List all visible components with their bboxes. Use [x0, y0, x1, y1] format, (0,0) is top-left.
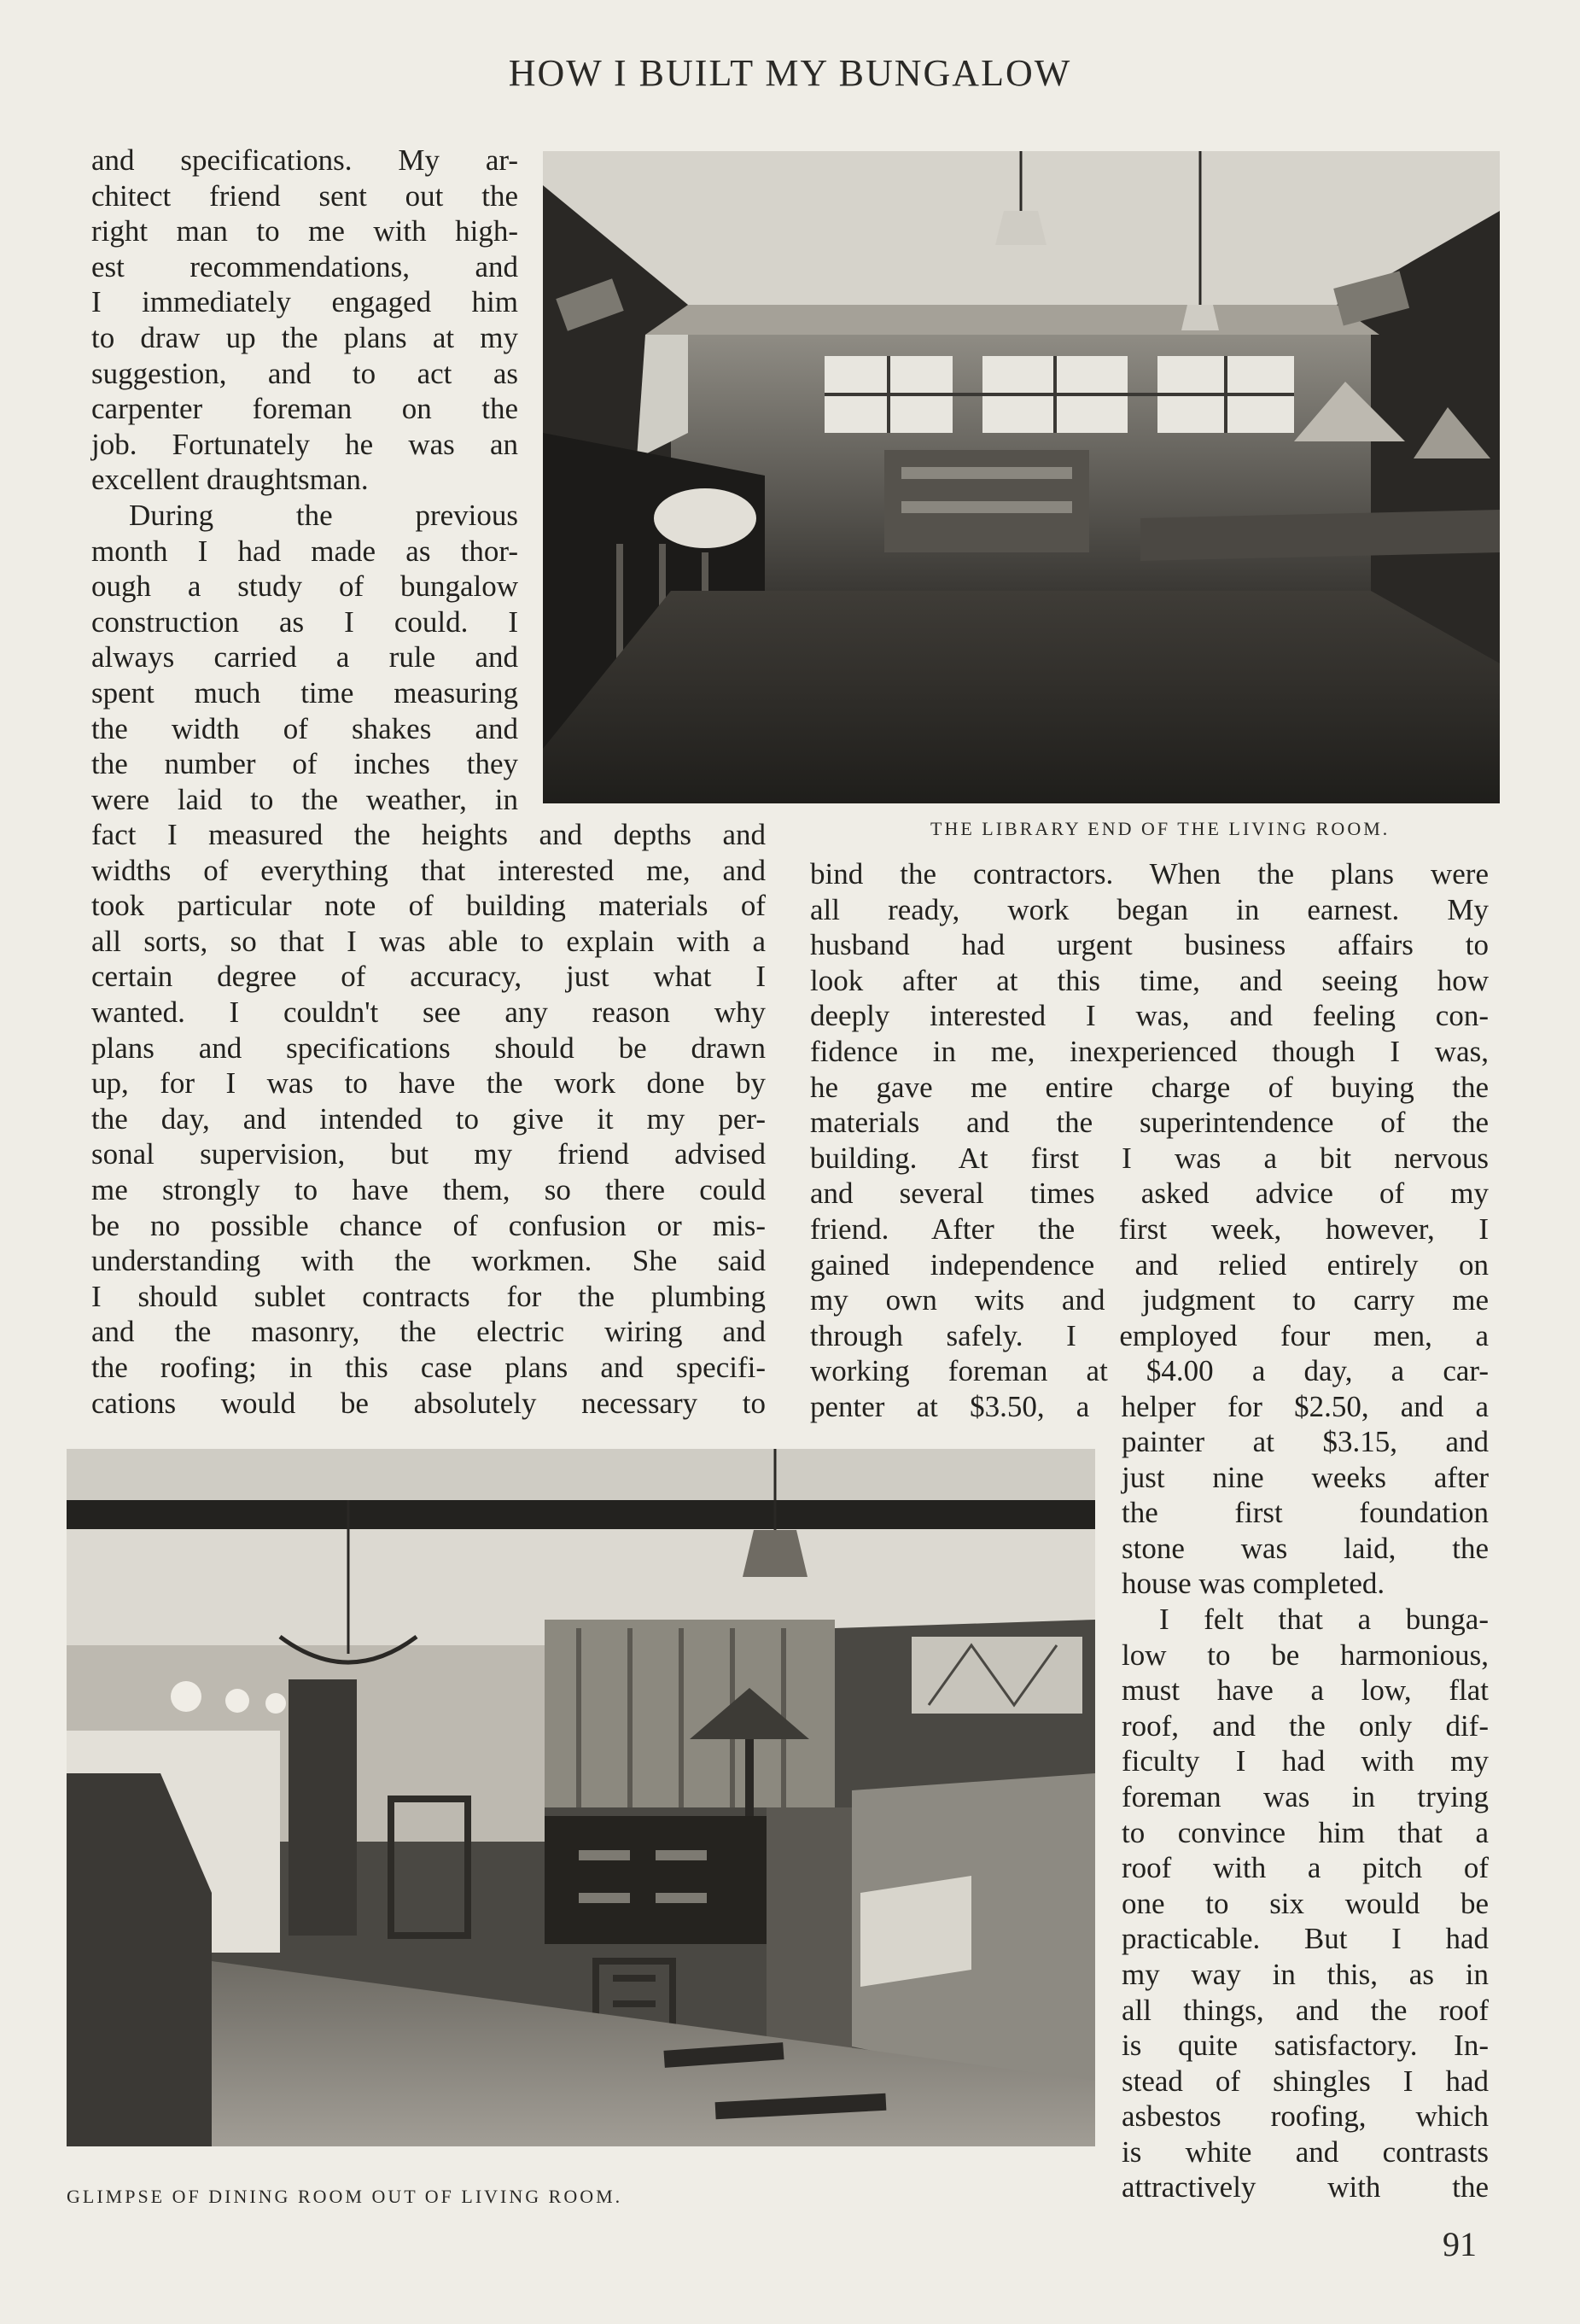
text-line: wanted. I couldn't see any reason why	[91, 995, 766, 1029]
text-line: ficulty I had with my	[1122, 1744, 1489, 1778]
text-line: one to six would be	[1122, 1886, 1489, 1920]
text-line: spent much time measuring	[91, 675, 518, 709]
text-line: month I had made as thor-	[91, 534, 518, 568]
text-line: During the previous	[129, 498, 518, 532]
text-line: were laid to the weather, in	[91, 782, 518, 816]
text-line: all things, and the roof	[1122, 1993, 1489, 2027]
text-line: practicable. But I had	[1122, 1922, 1489, 1956]
text-line: penter at $3.50, a helper for $2.50, and a	[810, 1389, 1489, 1423]
text-line: materials and the superintendence of the	[810, 1106, 1489, 1140]
left-column-full	[91, 817, 766, 1421]
text-line: to convince him that a	[1122, 1815, 1489, 1849]
text-line: job. Fortunately he was an	[91, 427, 518, 461]
text-line: the roofing; in this case plans and specifi-	[91, 1350, 766, 1384]
text-line: my way in this, as in	[1122, 1957, 1489, 1991]
text-line: and several times asked advice of my	[810, 1177, 1489, 1211]
text-line: the day, and intended to give it my per-	[91, 1101, 766, 1136]
text-line: right man to me with high-	[91, 214, 518, 248]
text-line: all sorts, so that I was able to explain with a	[91, 924, 766, 958]
text-line: he gave me entire charge of buying the	[810, 1070, 1489, 1104]
text-line: look after at this time, and seeing how	[810, 963, 1489, 997]
text-line: to draw up the plans at my	[91, 320, 518, 354]
text-line: bind the contractors. When the plans were	[810, 857, 1489, 890]
text-line: suggestion, and to act as	[91, 356, 518, 390]
text-line: working foreman at $4.00 a day, a car-	[810, 1354, 1489, 1388]
text-line: widths of everything that interested me, and	[91, 853, 766, 887]
text-line: the number of inches they	[91, 747, 518, 781]
text-line: understanding with the workmen. She said	[91, 1244, 766, 1278]
text-line: building. At first I was a bit nervous	[810, 1141, 1489, 1175]
text-line: up, for I was to have the work done by	[91, 1066, 766, 1101]
text-line: is quite satisfactory. In-	[1122, 2029, 1489, 2063]
text-line: me strongly to have them, so there could	[91, 1172, 766, 1206]
text-line: husband had urgent business affairs to	[810, 928, 1489, 962]
text-line: must have a low, flat	[1122, 1673, 1489, 1708]
text-line: low to be harmonious,	[1122, 1638, 1489, 1672]
text-line: plans and specifications should be drawn	[91, 1031, 766, 1065]
left-column-narrow	[91, 143, 518, 817]
library-caption: THE LIBRARY END OF THE LIVING ROOM.	[930, 818, 1391, 839]
dining-photo	[67, 1449, 1095, 2146]
text-line: ough a study of bungalow	[91, 569, 518, 604]
page-number: 91	[1443, 2225, 1477, 2263]
text-line: deeply interested I was, and feeling con-	[810, 999, 1489, 1033]
dining-photo-image	[67, 1449, 1095, 2146]
text-line: gained independence and relied entirely on	[810, 1247, 1489, 1282]
text-line: chitect friend sent out the	[91, 178, 518, 213]
text-line: just nine weeks after	[1122, 1460, 1489, 1494]
text-line: my own wits and judgment to carry me	[810, 1283, 1489, 1317]
text-line: I felt that a bunga-	[1159, 1602, 1489, 1636]
text-line: took particular note of building materials of	[91, 889, 766, 923]
text-line: attractively with the	[1122, 2170, 1489, 2204]
text-line: and specifications. My ar-	[91, 143, 518, 177]
text-line: all ready, work began in earnest. My	[810, 892, 1489, 926]
text-line: fidence in me, inexperienced though I was,	[810, 1034, 1489, 1068]
text-line: foreman was in trying	[1122, 1779, 1489, 1813]
text-line: carpenter foreman on the	[91, 392, 518, 426]
text-line: asbestos roofing, which	[1122, 2099, 1489, 2134]
text-line: roof, and the only dif-	[1122, 1708, 1489, 1743]
text-line: cations would be absolutely necessary to	[91, 1386, 766, 1420]
text-line: excellent draughtsman.	[91, 463, 369, 497]
text-line: stone was laid, the	[1122, 1531, 1489, 1565]
library-photo	[543, 151, 1500, 803]
right-column-narrow	[1122, 1424, 1489, 2205]
text-line: is white and contrasts	[1122, 2134, 1489, 2169]
text-line: sonal supervision, but my friend advised	[91, 1137, 766, 1171]
running-head: HOW I BUILT MY BUNGALOW	[508, 52, 1072, 94]
text-line: I should sublet contracts for the plumbing	[91, 1279, 766, 1313]
text-line: be no possible chance of confusion or mis-	[91, 1208, 766, 1242]
text-line: the first foundation	[1122, 1496, 1489, 1530]
text-line: est recommendations, and	[91, 249, 518, 283]
text-line: the width of shakes and	[91, 711, 518, 745]
text-line: construction as I could. I	[91, 604, 518, 639]
text-line: roof with a pitch of	[1122, 1851, 1489, 1885]
dining-caption: GLIMPSE OF DINING ROOM OUT OF LIVING ROOM.	[67, 2186, 623, 2207]
text-line: and the masonry, the electric wiring and	[91, 1315, 766, 1349]
text-line: house was completed.	[1122, 1567, 1385, 1601]
text-line: friend. After the first week, however, I	[810, 1212, 1489, 1246]
library-photo-image	[543, 151, 1500, 803]
text-line: through safely. I employed four men, a	[810, 1318, 1489, 1352]
text-line: painter at $3.15, and	[1122, 1425, 1489, 1458]
text-line: fact I measured the heights and depths and	[91, 818, 766, 851]
text-line: always carried a rule and	[91, 640, 518, 674]
text-line: certain degree of accuracy, just what I	[91, 960, 766, 994]
text-line: stead of shingles I had	[1122, 2064, 1489, 2098]
text-line: I immediately engaged him	[91, 285, 518, 319]
right-column-full	[810, 856, 1489, 1425]
